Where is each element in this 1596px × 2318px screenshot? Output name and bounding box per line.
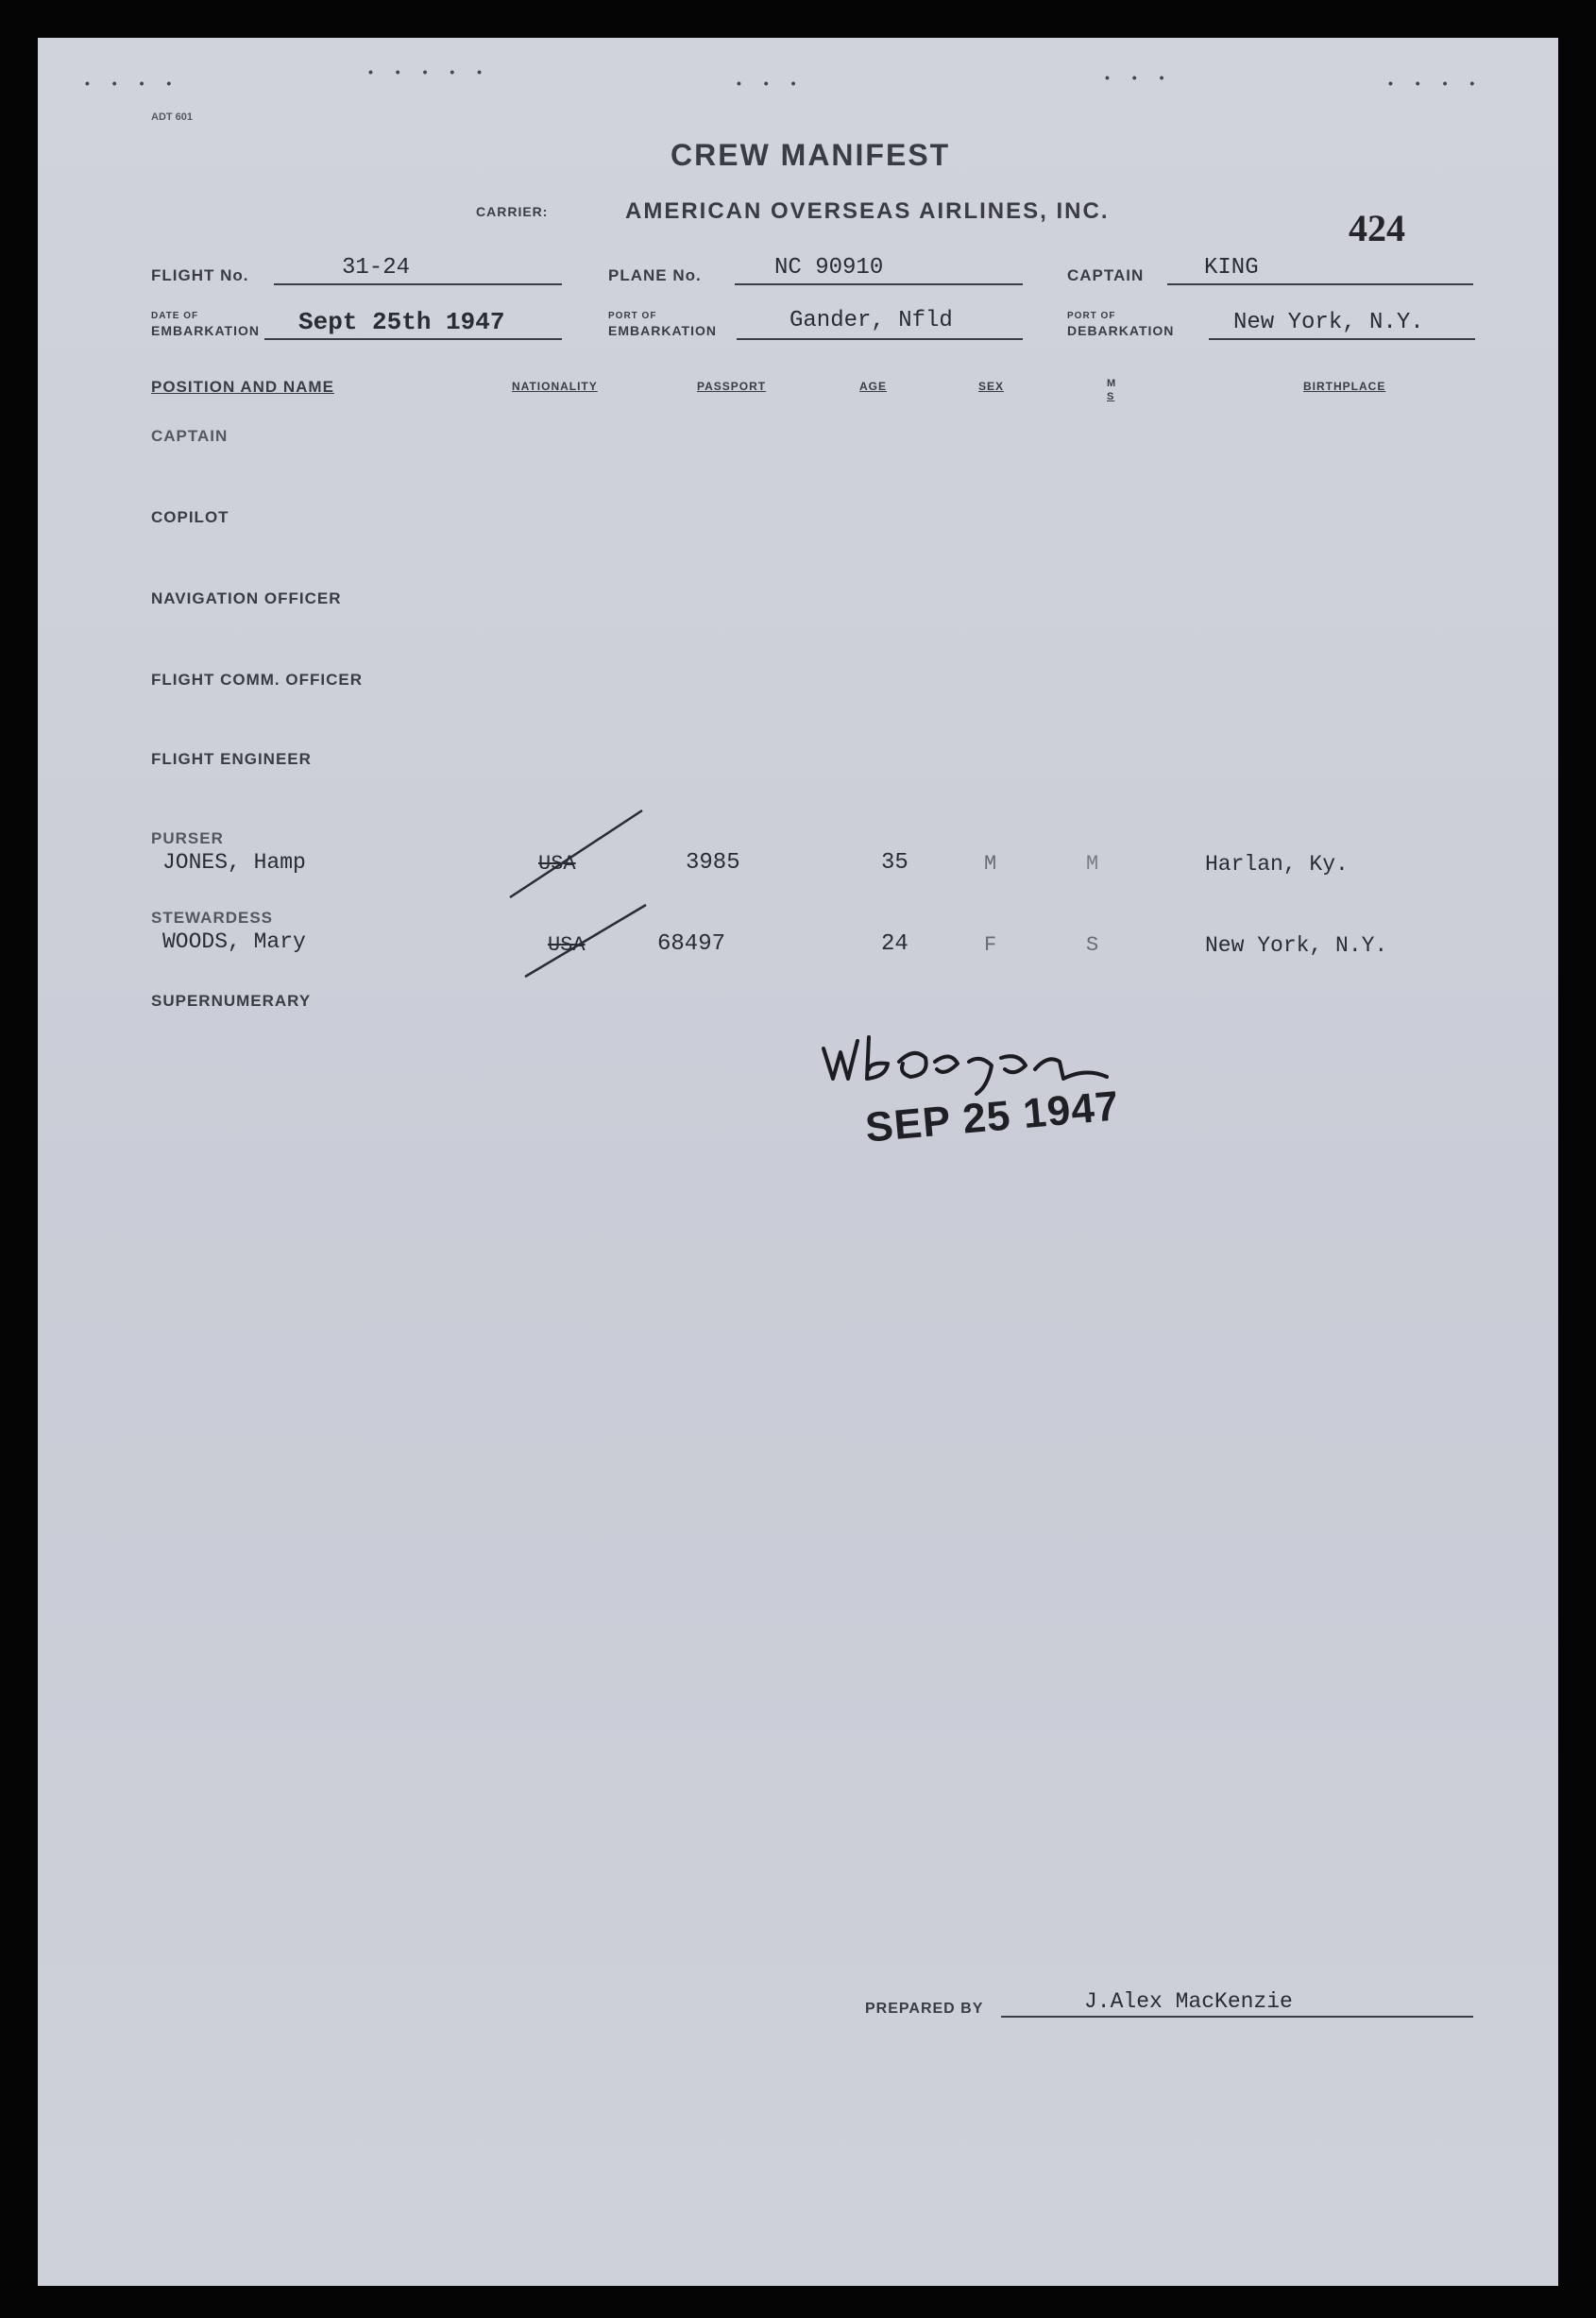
crew-passport: 3985 (686, 850, 740, 876)
strike-line (510, 810, 642, 897)
col-marital-2: S (1107, 391, 1115, 402)
col-position: POSITION AND NAME (151, 378, 334, 396)
crew-age: 35 (881, 850, 908, 876)
flight-no-label: FLIGHT No. (151, 266, 249, 284)
strike-line (525, 905, 646, 977)
date-value: Sept 25th 1947 (298, 308, 505, 336)
position-engineer: FLIGHT ENGINEER (151, 750, 312, 768)
position-comm: FLIGHT COMM. OFFICER (151, 671, 363, 689)
col-nationality: NATIONALITY (512, 380, 598, 393)
date-label-2: EMBARKATION (151, 323, 260, 338)
page-number: 424 (1349, 207, 1405, 249)
plane-no-label: PLANE No. (608, 266, 702, 284)
crew-marital: M (1086, 852, 1099, 876)
punch-dots: • • • (737, 76, 806, 91)
position-navigation: NAVIGATION OFFICER (151, 589, 342, 607)
col-marital-1: M (1107, 378, 1117, 389)
position-stewardess: STEWARDESS (151, 909, 274, 927)
crew-name: WOODS, Mary (162, 929, 306, 954)
position-copilot: COPILOT (151, 508, 229, 526)
crew-nationality: USA (538, 852, 576, 876)
port-emb-value: Gander, Nfld (790, 308, 953, 333)
carrier-label: CARRIER: (476, 204, 549, 219)
punch-dots: • • • (1105, 70, 1174, 85)
port-emb-label-1: PORT OF (608, 311, 657, 321)
prepared-by-value: J.Alex MacKenzie (1084, 1989, 1293, 2014)
date-stamp: SEP 25 1947 (863, 1082, 1122, 1151)
carrier-value: AMERICAN OVERSEAS AIRLINES, INC. (625, 198, 1110, 224)
crew-passport: 68497 (657, 931, 726, 957)
punch-dots: • • • • (85, 76, 181, 91)
col-sex: SEX (978, 380, 1005, 393)
strike-marks (38, 38, 1558, 2286)
position-supernumerary: SUPERNUMERARY (151, 992, 312, 1010)
port-deb-label-1: PORT OF (1067, 311, 1116, 321)
crew-name: JONES, Hamp (162, 850, 306, 875)
page-title: CREW MANIFEST (671, 138, 951, 172)
form-code: ADT 601 (151, 111, 194, 123)
crew-nationality: USA (548, 933, 586, 957)
punch-dots: • • • • • (368, 64, 492, 79)
crew-marital: S (1086, 933, 1099, 957)
signature-image (812, 1020, 1114, 1096)
position-purser: PURSER (151, 829, 224, 847)
port-emb-label-2: EMBARKATION (608, 323, 717, 338)
port-deb-label-2: DEBARKATION (1067, 323, 1175, 338)
position-captain: CAPTAIN (151, 427, 229, 445)
crew-sex: M (984, 852, 997, 876)
col-age: AGE (859, 380, 888, 393)
prepared-by-label: PREPARED BY (865, 2001, 984, 2017)
crew-birthplace: New York, N.Y. (1205, 933, 1388, 958)
plane-no-value: NC 90910 (774, 255, 884, 281)
manifest-sheet (38, 38, 1558, 2286)
captain-value: KING (1204, 255, 1259, 281)
col-birthplace: BIRTHPLACE (1303, 380, 1386, 393)
col-passport: PASSPORT (697, 380, 767, 393)
port-deb-value: New York, N.Y. (1233, 310, 1424, 335)
crew-age: 24 (881, 931, 908, 957)
punch-dots: • • • • (1388, 76, 1485, 91)
date-label-1: DATE OF (151, 311, 199, 321)
captain-label: CAPTAIN (1067, 266, 1145, 284)
flight-no-value: 31-24 (342, 255, 411, 281)
crew-birthplace: Harlan, Ky. (1205, 852, 1349, 877)
crew-sex: F (984, 933, 997, 957)
